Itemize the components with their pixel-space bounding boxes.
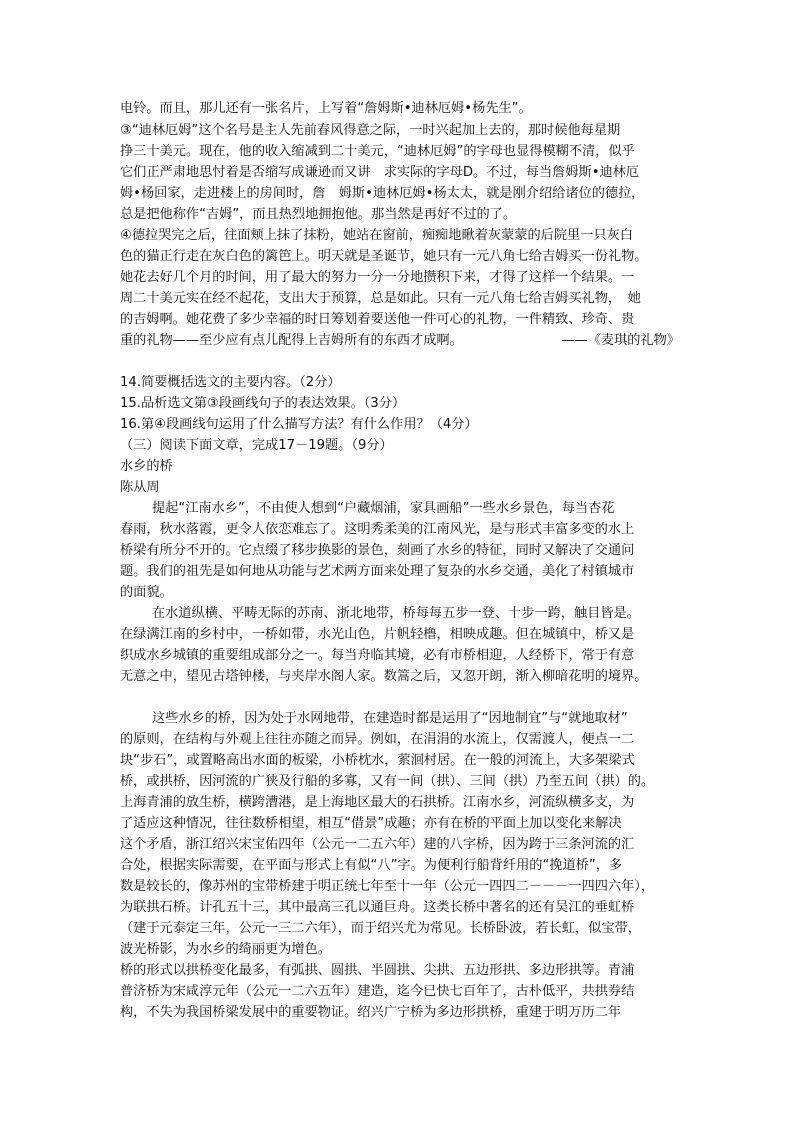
text-line: 她花去好几个月的时间，用了最大的努力一分一分地攒积下来，才得了这样一个结果。一	[120, 270, 635, 285]
text-line: 为联拱石桥。计孔五十三，其中最高三孔以通巨舟。这类长桥中著名的还有吴江的垂虹桥	[120, 900, 635, 915]
text-line: 了适应这种情况，往往数桥相望，相互“借景”成趣；亦有在桥的平面上加以变化来解决	[120, 816, 622, 831]
text-line: 重的礼物——至少应有点儿配得上吉姆所有的东西才成啊。	[120, 333, 463, 348]
text-line: 上海青浦的放生桥，横跨漕港，是上海地区最大的石拱桥。江南水乡，河流纵横多支，为	[120, 795, 635, 810]
text-line: 桥，或拱桥，因河流的广狭及行船的多寡，又有一间（拱）、三间（拱）乃至五间（拱）的。	[120, 774, 655, 789]
text-line: 周二十美元实在经不起花，支出大于预算，总是如此。只有一元八角七给吉姆买礼物， 她	[120, 291, 641, 306]
text-line: 块“步石”，或置略高出水面的板梁，小桥枕水，萦洄村居。在一般的河流上，大多架梁式	[120, 753, 635, 768]
text-line: 的原则，在结构与外观上往往亦随之而异。例如，在涓涓的水流上，仅需渡人，便点一二	[120, 732, 635, 747]
text-line: 姆•杨回家，走进楼上的房间时，詹 姆斯•迪林厄姆•杨太太，就是刚介绍给诸位的德拉，	[120, 186, 645, 201]
text-line: 总是把他称作“吉姆”，而且热烈地拥抱他。那当然是再好不过的了。	[120, 207, 517, 222]
source-citation: ——《麦琪的礼物》	[561, 333, 680, 348]
section-heading: （三）阅读下面文章，完成17－19题。（9分）	[120, 438, 393, 453]
text-line: 电铃。而且，那儿还有一张名片，上写着“詹姆斯•迪林厄姆•杨先生”。	[120, 101, 532, 116]
text-line: 在水道纵横、平畴无际的苏南、浙北地带，桥每每五步一登、十步一跨，触目皆是。	[152, 606, 640, 621]
question-15: 15.品析选文第③段画线句子的表达效果。（3分）	[120, 396, 406, 411]
text-line: 普济桥为宋咸淳元年（公元一二六五年）建造，迄今已快七百年了，古朴低平，共拱券结	[120, 984, 635, 999]
text-line: 春雨，秋水落霞，更令人依恋难忘了。这明秀柔美的江南风光，是与形式丰富多变的水上	[120, 522, 635, 537]
text-line: （建于元泰定三年，公元一三二六年），而于绍兴尤为常见。长桥卧波，若长虹，似宝带，	[120, 921, 641, 936]
text-line: 合处，根据实际需要，在平面与形式上有似“八”字。为便利行船背纤用的“挽道桥”，多	[120, 858, 623, 873]
text-line: 的面貌。	[120, 585, 173, 600]
question-14: 14.简要概括选文的主要内容。（2分）	[120, 375, 341, 390]
text-line: 题。我们的祖先是如何地从功能与艺术两方面来处理了复杂的水乡交通，美化了村镇城市	[120, 564, 635, 579]
text-line: 色的猫正行走在灰白色的篱笆上。明天就是圣诞节，她只有一元八角七给吉姆买一份礼物。	[120, 249, 648, 264]
text-line: 提起“江南水乡”，不由使人想到“户藏烟浦，家具画船”一些水乡景色，每当杏花	[152, 501, 615, 516]
text-line: 的吉姆啊。她花费了多少幸福的时日筹划着要送他一件可心的礼物，一件精致、珍奇、贵	[120, 312, 635, 327]
text-line: 挣三十美元。现在，他的收入缩减到二十美元，“迪林厄姆”的字母也显得模糊不清，似乎	[120, 144, 635, 159]
article-author: 陈从周	[120, 480, 160, 495]
text-line: 构，不失为我国桥梁发展中的重要物证。绍兴广宁桥为多边形拱桥，重建于明万历二年	[120, 1005, 622, 1020]
text-line: 这些水乡的桥，因为处于水网地带，在建造时都是运用了“因地制宜”与“就地取材”	[152, 711, 628, 726]
text-line: 这个矛盾，浙江绍兴宋宝佑四年（公元一二五六年）建的八字桥，因为跨于三条河流的汇	[120, 837, 635, 852]
text-line: 数是较长的，像苏州的宝带桥建于明正统七年至十一年（公元一四四二－－－一四四六年），	[120, 879, 655, 894]
text-line: 波光桥影，为水乡的绮丽更为增色。	[120, 942, 331, 957]
text-line: ④德拉哭完之后，往面颊上抹了抹粉，她站在窗前，痴痴地瞅着灰蒙蒙的后院里一只灰白	[120, 228, 633, 243]
text-line: 在绿满江南的乡村中，一桥如带，水光山色，片帆轻橹，相映成趣。但在城镇中，桥又是	[120, 627, 635, 642]
article-title: 水乡的桥	[120, 459, 173, 474]
text-line: 桥的形式以拱桥变化最多，有弧拱、圆拱、半圆拱、尖拱、五边形拱、多边形拱等。青浦	[120, 963, 635, 978]
text-line-with-source	[120, 330, 680, 351]
text-line: 它们正严肃地思忖着是否缩写成谦逊而又讲 求实际的字母D。不过，每当詹姆斯•迪林厄	[120, 165, 640, 180]
text-line: ③“迪林厄姆”这个名号是主人先前春风得意之际，一时兴起加上去的，那时候他每星期	[120, 123, 621, 138]
text-line: 桥梁有所分不开的。它点缀了移步换影的景色，刻画了水乡的特征，同时又解决了交通问	[120, 543, 635, 558]
question-16: 16.第④段画线句运用了什么描写方法？有什么作用？（4分）	[120, 417, 478, 432]
text-line: 织成水乡城镇的重要组成部分之一。每当舟临其境，必有市桥相迎，人经桥下，常于有意	[120, 648, 635, 663]
text-line: 无意之中，望见古塔钟楼，与夹岸水阁人家。数篙之后，又忽开朗，渐入柳暗花明的境界。	[120, 669, 648, 684]
